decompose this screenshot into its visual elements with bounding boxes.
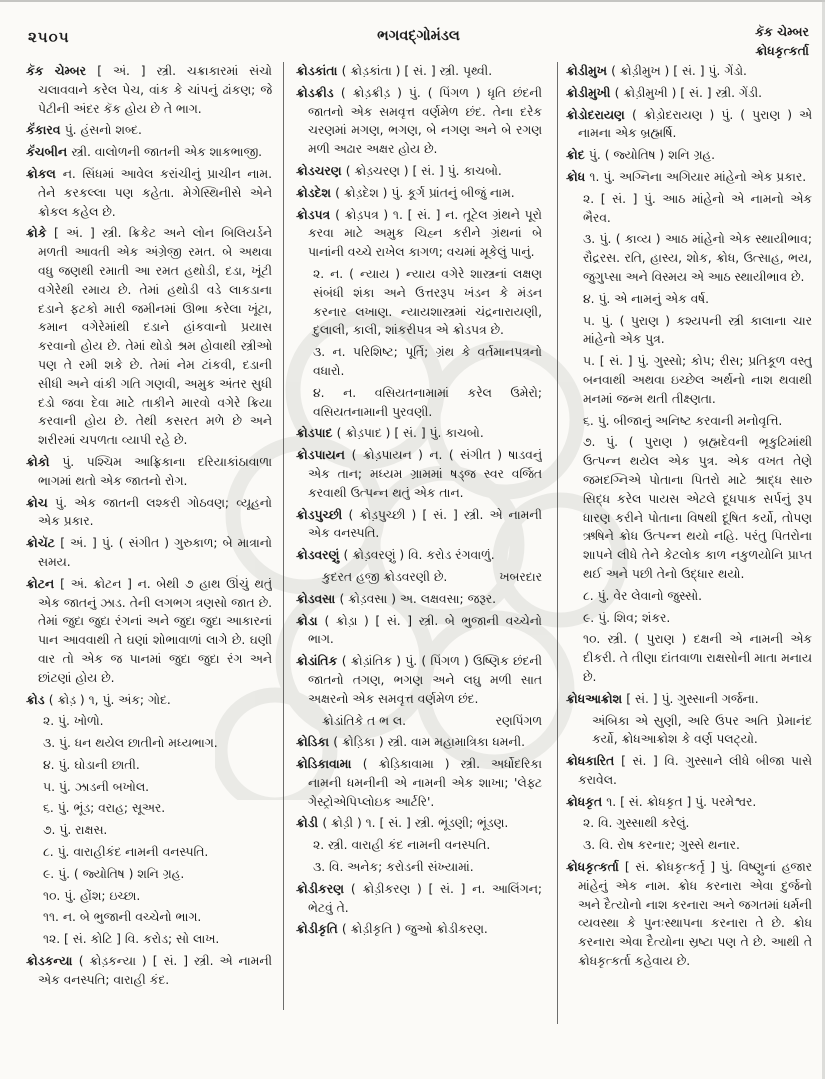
- entry-sense: ૨. સ્ત્રી. વારાહી કંદ નામની વનસ્પતિ.: [313, 838, 491, 853]
- dictionary-entry: ક્રોધઆક્રોશ [ સં. ] પું. ગુસ્સાની ગર્જના.: [566, 691, 759, 706]
- entry-headword: ક્રોચ: [26, 495, 56, 510]
- dictionary-entry: ક્રોડીમુખી ( ક્રોડ઼ીમુખી ) [ સં. ] સ્ત્રી. ગેંડી.: [566, 85, 763, 100]
- entry-headword: ક્રોડિકા: [296, 735, 334, 750]
- entry-headword: ક્રોકો: [26, 454, 63, 469]
- dictionary-entry: ક્રોડીમુખ ( ક્રોડ઼ીમુખ ) [ સં. ] પું. ગેંડો.: [566, 64, 747, 78]
- entry-sense: ૬. પું. બીજાનું અનિષ્ટ કરવાની મનોવૃત્તિ.: [583, 413, 783, 428]
- entry-headword: કૅંચબીન: [26, 145, 72, 160]
- entry-sense: ૧૧. ન. બે ભુજાની વચ્ચેનો ભાગ.: [43, 910, 202, 925]
- entry-sense: ૮. પું. વેર લેવાનો જુસ્સો.: [583, 588, 703, 603]
- entry-headword: ક્રોડદેશ: [296, 185, 336, 200]
- guide-words: [755, 22, 809, 60]
- entry-sense: ૨. ન. ( ન્યાય ) ન્યાય વગેરે શાસ્ત્રનાં લક્ષણ સંબંધી શંકા અને ઉત્તરરૂપ ખંડન કે મંડન કરનાર લખાણ. ન્યાયશાસ્ત્રમાં ચંદ્રનારાયણી, દુલાલી, કાલી, શાંકરીપત્ર એ ક્રોડપત્ર છે.: [313, 266, 542, 338]
- entry-headword: ક્રોડપુચ્છી: [296, 507, 349, 522]
- dictionary-entry: ક્રોડપુચ્છી ( ક્રોડ઼પુચ્છી ) [ સં. ] સ્ત્રી. એ નામની એક વનસ્પતિ.: [296, 507, 542, 541]
- dictionary-entry: કૅંકારવ પું. હંસનો શબ્દ.: [26, 123, 142, 138]
- entry-headword: ક્રોડક્રીડ: [296, 85, 341, 100]
- dictionary-column-3: [566, 62, 812, 1041]
- dictionary-entry: ક્રોડોદરાયણ ( ક્રોડ઼ોદરાયણ ) પું. ( પુરાણ ) એ નામના એક બ્રહ્મર્ષિ.: [566, 107, 812, 141]
- dictionary-entry: ક્રોડચરણ ( ક્રોડ઼ચરણ ) [ સં. ] પું. કાચબો.: [296, 163, 502, 178]
- dictionary-entry: ક્રોડિકા ( ક્રોડ઼િકા ) સ્ત્રી. વામ મહામાત્રિકા ધમની.: [296, 735, 526, 750]
- entry-headword: ક્રોડીમુખી: [566, 85, 615, 100]
- entry-headword: ક્રોધ: [566, 169, 590, 184]
- entry-headword: ક્રોડીમુખ: [566, 64, 612, 78]
- entry-headword: ક્રોડચરણ: [296, 163, 346, 178]
- dictionary-entry: ક્રોડદેશ ( ક્રોડ઼દેશ ) પું. કૂર્ગ પ્રાંતનું બીજું નામ.: [296, 185, 515, 200]
- entry-sense: ૧૨. [ સં. કોટિ ] વિ. કરોડ; સો લાખ.: [43, 932, 220, 947]
- dictionary-entry: ક્રોડવસા ( ક્રોડ઼વસા ) અ. લક્ષવસા; જરૂર.: [296, 591, 497, 606]
- entry-headword: ક્રોડવસા: [296, 591, 340, 606]
- entry-sense: ૭. પું. રાક્ષસ.: [43, 823, 108, 838]
- entry-sense: ૩. ન. પરિશિષ્ટ; પૂર્તિ; ગ્રંથ કે વર્તમાનપત્રનો વધારો.: [313, 345, 542, 378]
- entry-quote: [566, 712, 812, 750]
- entry-headword: ક્રોચૅટ: [26, 536, 61, 551]
- dictionary-entry: ક્રોકો પું. પશ્ચિમ આફ્રિકાના દરિયાકાંઠાવાળા ભાગમાં થતો એક જાતનો રોગ.: [26, 454, 272, 488]
- entry-headword: ક્રોડી: [296, 816, 323, 831]
- dictionary-entry: ક્રોચૅટ [ અં. ] પું. ( સંગીત ) ગુરુકાળ; બે માત્રાનો સમય.: [26, 536, 272, 569]
- entry-sense: ૬. પું. ભૂંડ; વરાહ; સૂઅર.: [43, 801, 166, 816]
- dictionary-entry: ક્રોડપાયન ( ક્રોડ઼પાયન ) ન. ( સંગીત ) ષાડવનું એક તાન; મધ્યમ ગ્રામમાં ષડ્જ સ્વર વર્જિત કરવાથી ઉત્પન્ન થતું એક તાન.: [296, 448, 542, 500]
- page-title: ભગવદ્ગોમંડલ: [377, 28, 460, 44]
- dictionary-entry: ક્રોકલ ન. સિંધમાં આવેલ કરાંચીનું પ્રાચીન નામ. તેને કરકલ્લા પણ કહેતા. મેગેસ્થિનીસે એને ક્રોકલ કહેલ છે.: [26, 166, 272, 219]
- entry-headword: ક્રોડાંતિક: [296, 654, 342, 669]
- quote-attribution: રણપિંગળ: [495, 713, 542, 728]
- entry-sense: ૫. [ સં. ] પું. ગુસ્સો; કોપ; રીસ; પ્રતિકૂળ વસ્તુ બનવાથી અથવા ઇચ્છેલ અર્થનો નાશ થવાથી મનમાં જન્મ થતી તીક્ષ્ણતા.: [583, 354, 812, 406]
- dictionary-entry: ક્રોધકૃત ૧. [ સં. ક્રોધકૃત ] પું. પરમેશ્વર.: [566, 794, 757, 809]
- dictionary-entry: કૅક ચેમ્બર [ અં. ] સ્ત્રી. ચક્રાકારમાં સંચો ચલાવવાને કરેલ પેચ, વાંક કે ચાંપનું ઢાંકણ; જે પેટીની અંદર કૅક હોય છે તે ભાગ.: [26, 64, 272, 116]
- entry-headword: ક્રોધઆક્રોશ: [566, 691, 627, 706]
- dictionary-entry: ક્રોડી ( ક્રોડ઼ી ) ૧. [ સં. ] સ્ત્રી. ભૂંડણી; ભૂંડણ.: [296, 816, 509, 831]
- entry-sense: ૨. વિ. ગુસ્સાથી કરેલું.: [583, 816, 690, 831]
- dictionary-entry: ક્રોડિકાવામા ( ક્રોડ઼િકાવામા ) સ્ત્રી. અર્ધોદરિકા નામની ધમનીની એ નામની એક શાખા; 'લેફ્ટ ગેસ્ટ્રોએપિપ્લોઇક આર્ટરિ'.: [296, 757, 542, 809]
- entry-sense: ૩. પું. ( કાવ્ય ) આઠ માંહેનો એક સ્થાયીભાવ; રૌદ્રરસ. રતિ, હાસ્ય, શોક, ક્રોધ, ઉત્સાહ, ભય, જુગુપ્સા અને વિસ્મય એ આઠ સ્થાયીભાવ છે.: [583, 232, 812, 284]
- dictionary-entry: ક્રોધકૃત્કર્તા [ સં. ક્રોધકૃત્કર્તૃ ] પું. વિષ્ણુનાં હજાર માંહેનું એક નામ. ક્રોધ કરનારા એવા દુર્જનો અને દૈત્યોનો નાશ કરનારા અને જગતમાં ધર્મની વ્યવસ્થા કે પુનઃસ્થાપના કરનારા તે છે. ક્રોધ કરનારા એવા દૈત્યોના સ્રષ્ટા પણ તે છે. આથી તે ક્રોધકૃત્કર્તા કહેવાય છે.: [566, 860, 812, 969]
- entry-headword: કૅક ચેમ્બર: [26, 64, 98, 78]
- entry-headword: ક્રોડકાંતા: [296, 64, 342, 78]
- entry-quote: [296, 712, 542, 731]
- entry-sense: ૧૦. પું. હોંશ; ઇચ્છા.: [43, 888, 141, 903]
- dictionary-entry: ક્રોધ ૧. પું. અગ્નિના અગિયાર માંહેનો એક પ્રકાર.: [566, 169, 807, 184]
- entry-headword: ક્રોડવરણું: [296, 548, 344, 563]
- dictionary-entry: ક્રોટન [ અં. ક્રોટન ] ન. બેથી ૭ હાથ ઊંચું થતું એક જાતનું ઝાડ. તેની લગભગ ત્રણસો જાત છે. તેમાં જુદા જુદા રંગનાં અને જુદા જુદા આકારનાં પાન આવવાથી તે ઘણાં શોભાવાળાં લાગે છે. ઘણી વાર તો એક જ પાનમાં જુદા જુદા રંગ અને છાંટણાં હોય છે.: [26, 576, 272, 685]
- scan-edge-top: [0, 0, 825, 2]
- entry-headword: ક્રોડકન્યા: [26, 954, 79, 969]
- entry-sense: ૨. [ સં. ] પું. આઠ માંહેનો એ નામનો એક ભૈરવ.: [583, 191, 812, 225]
- page-header: [26, 22, 811, 62]
- dictionary-columns: [26, 62, 812, 1041]
- entry-sense: ૨. પું. ખોળો.: [43, 714, 104, 729]
- dictionary-entry: ક્રોડીકૃતિ ( ક્રોડ઼ીકૃતિ ) જુઓ ક્રોડીકરણ.: [296, 922, 488, 937]
- entry-headword: ક્રોધકારિત: [566, 754, 622, 769]
- entry-sense: ૫. પું. ( પુરાણ ) કશ્યપની સ્ત્રી કાલાના ચાર માંહેનો એક પુત્ર.: [583, 313, 812, 347]
- entry-headword: ક્રોડપત્ર: [296, 207, 336, 222]
- dictionary-column-2: [296, 62, 542, 1041]
- page-number: ૨૫૦૫: [28, 28, 70, 46]
- entry-headword: ક્રોડા: [296, 613, 325, 628]
- entry-headword: ક્રોડપાદ: [296, 426, 337, 441]
- dictionary-entry: ક્રોડકાંતા ( ક્રોડ઼કાંતા ) [ સં. ] સ્ત્રી. પૃથ્વી.: [296, 64, 493, 78]
- entry-headword: ક્રોડપાયન: [296, 448, 352, 463]
- entry-headword: ક્રોદ: [566, 148, 589, 163]
- entry-headword: ક્રોટન: [26, 576, 61, 591]
- entry-sense: ૪. ન. વસિયતનામામાં કરેલ ઉમેરો; વસિયતનામાની પુરવણી.: [313, 385, 542, 419]
- entry-headword: ક્રોડિકાવામા: [296, 757, 363, 772]
- entry-headword: ક્રોધકૃત: [566, 794, 607, 809]
- entry-sense: ૪. પું. એ નામનું એક વર્ષ.: [583, 291, 710, 306]
- dictionary-entry: ક્રોડપત્ર ( ક્રોડ઼પત્ર ) ૧. [ સં. ] ન. તૂટેલ ગ્રંથને પૂરો કરવા માટે અમુક ચિહ્ન કરીને ગ્રંથનાં બે પાનાંની વચ્ચે રાખેલ કાગળ; વચમાં મૂકેલું પાનું.: [296, 207, 542, 260]
- entry-headword: ક્રોડીકૃતિ: [296, 922, 342, 937]
- dictionary-entry: ક્રોદ પું. ( જ્યોતિષ ) શનિ ગ્રહ.: [566, 148, 716, 163]
- dictionary-column-1: [26, 62, 272, 1041]
- entry-sense: ૫. પું. ઝાડની બખોલ.: [43, 779, 150, 794]
- quote-text: ક્રોડાંતિકે ત ભ લ.: [322, 713, 407, 728]
- dictionary-entry: ક્રોચ પું. એક જાતની લશ્કરી ગોઠવણ; વ્યૂહનો એક પ્રકાર.: [26, 495, 272, 529]
- entry-headword: ક્રોકલ: [26, 166, 63, 181]
- entry-sense: ૯. પું. શિવ; શંકર.: [583, 610, 671, 625]
- entry-headword: ક્રોકે: [26, 226, 54, 241]
- dictionary-entry: ક્રોડકન્યા ( ક્રોડ઼કન્યા ) [ સં. ] સ્ત્રી. એ નામની એક વનસ્પતિ; વારાહી કંદ.: [26, 954, 272, 987]
- dictionary-entry: ક્રોડપાદ ( ક્રોડ઼પાદ ) [ સં. ] પું. કાચબો.: [296, 426, 484, 441]
- entry-headword: ક્રોધકૃત્કર્તા: [566, 860, 625, 875]
- entry-sense: ૭. પું. ( પુરાણ ) બ્રહ્મદેવની ભૃકુટિમાંથી ઉત્પન્ન થયેલ એક પુત્ર. એક વખત તેણે જમદગ્નિએ પોતાના પિતરો માટે શ્રાદ્ધ સારુ સિદ્ધ કરેલ પાયસ એટલે દૂધપાક સર્પનું રૂપ ધારણ કરીને પોતાના વિષથી દૂષિત કર્યો, તોપણ ઋષિને ક્રોધ ઉત્પન્ન થયો નહિ. પરંતુ પિતરોના શાપને લીધે તેને કેટલોક કાળ નકુળયોનિ પ્રાપ્ત થઈ અને પછી તેનો ઉદ્ધાર થયો.: [583, 435, 812, 581]
- entry-headword: ક્રોડ: [26, 692, 49, 707]
- entry-headword: કૅંકારવ: [26, 123, 65, 138]
- entry-sense: ૮. પું. વારાહીકંદ નામની વનસ્પતિ.: [43, 845, 209, 860]
- dictionary-entry: ક્રોડા ( ક્રોડ઼ા ) [ સં. ] સ્ત્રી. બે ભુજાની વચ્ચેનો ભાગ.: [296, 613, 542, 647]
- guide-word-last: ક્રોધકૃત્કર્તા: [755, 43, 809, 58]
- dictionary-entry: ક્રોડીકરણ ( ક્રોડ઼ીકરણ ) [ સં. ] ન. આલિંગન; ભેટવું તે.: [296, 881, 542, 915]
- dictionary-entry: ક્રોડવરણું ( ક્રોડ઼વરણું ) વિ. કરોડ રંગવાળું.: [296, 548, 495, 563]
- dictionary-entry: ક્રોધકારિત [ સં. ] વિ. ગુસ્સાને લીધે બીજા પાસે કરાવેલ.: [566, 754, 812, 787]
- entry-headword: ક્રોડીકરણ: [296, 881, 351, 896]
- entry-sense: ૯. પું. ( જ્યોતિષ ) શનિ ગ્રહ.: [43, 866, 185, 881]
- quote-text: અંબિકા એ સુણી, અરિ ઉપર અતિ કર્યો, ક્રોધઆક્રોશ કે વર્ણ પલટ્યો.: [592, 713, 769, 747]
- quote-attribution: પ્રેમાનંદ: [776, 713, 812, 728]
- entry-sense: ૩. વિ. અનેક; કરોડની સંખ્યામાં.: [313, 860, 474, 875]
- entry-sense: ૪. પું. ઘોડાની છાતી.: [43, 757, 140, 772]
- dictionary-entry: ક્રોકે [ અં. ] સ્ત્રી. ક્રિકેટ અને લોન બિલિયર્ડને મળતી આવતી એક અંગ્રેજી રમત. બે અથવા વધુ જણથી રમાતી આ રમત હથોડી, દડા, ખૂંટી વગેરેથી રમાય છે. તેમાં હથોડી વડે લાકડાના દડાને ફટકો મારી જમીનમાં ઊભા કરેલા ખૂંટા, કમાન વગેરેમાંથી દડાને હાંકવાનો પ્રયાસ કરવાનો હોય છે. તેમાં થોડો શ્રમ હોવાથી સ્ત્રીઓ પણ તે રમી શકે છે. તેમાં નેમ ટાંકવી, દડાની સીધી અને વાંકી ગતિ ગણવી, અમુક અંતર સુધી દડો જવા દેવા માટે તાકીને મારવો વગેરે ક્રિયા કરવાની હોય છે. તેથી કસરત મળે છે અને શરીરમાં ચપળતા વ્યાપી રહે છે.: [26, 226, 272, 448]
- dictionary-entry: કૅંચબીન સ્ત્રી. વાલોળની જાતની એક શાકભાજી.: [26, 145, 263, 160]
- entry-sense: ૩. વિ. રોષ કરનાર; ગુસ્સે થનાર.: [583, 838, 740, 853]
- guide-word-first: કૅક ચેમ્બર: [755, 24, 809, 39]
- dictionary-entry: ક્રોડ ( ક્રોડ઼ ) ૧, પું. અંક; ગોદ.: [26, 692, 171, 707]
- entry-sense: ૧૦. સ્ત્રી. ( પુરાણ ) દક્ષની એ નામની એક દીકરી. તે તીણા દાંતવાળા રાક્ષસોની માતા મનાય છે.: [583, 632, 812, 684]
- entry-quote: [296, 568, 542, 587]
- quote-text: કુદરત હજી ક્રોડવરણી છે.: [322, 569, 448, 584]
- dictionary-entry: ક્રોડક્રીડ ( ક્રોડ઼ક્રીડ઼ ) પું. ( પિંગળ ) ધૃતિ છંદની જાતનો એક સમવૃત્ત વર્ણમેળ છંદ. તેના દરેક ચરણમાં મગણ, ભગણ, બે નગણ અને બે રગણ મળી અઢાર અક્ષર હોય છે.: [296, 85, 542, 157]
- dictionary-entry: ક્રોડાંતિક ( ક્રોડ઼ાંતિક ) પું. ( પિંગળ ) ઉષ્ણિક છંદની જાતનો તગણ, ભગણ અને લઘુ મળી સાત અક્ષરનો એક સમવૃત્ત વર્ણમેળ છંદ.: [296, 654, 542, 706]
- entry-headword: ક્રોડોદરાયણ: [566, 107, 633, 122]
- quote-attribution: ખબરદાર: [499, 569, 542, 584]
- entry-sense: ૩. પું. ધન થયેલ છાતીનો મધ્યભાગ.: [43, 736, 218, 751]
